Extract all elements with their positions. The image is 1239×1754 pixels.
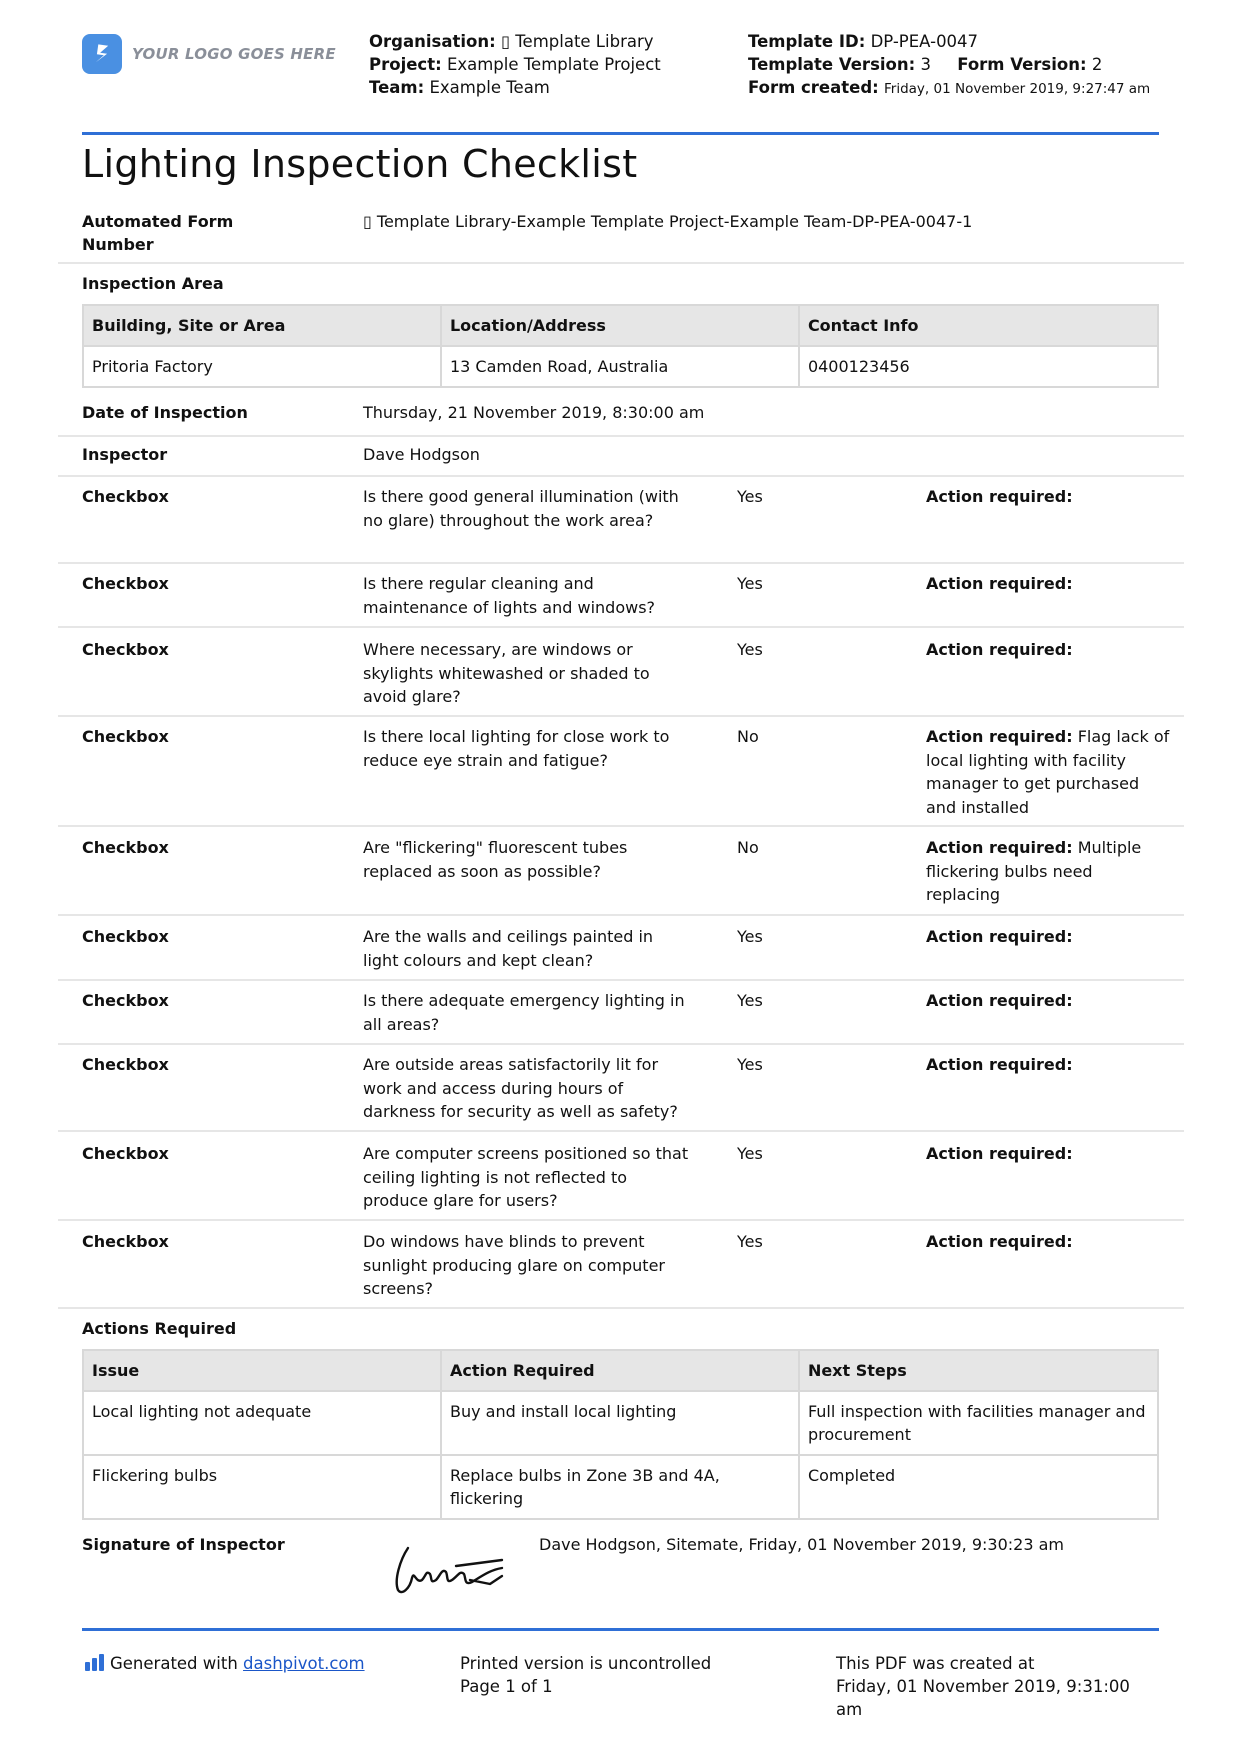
column-header: Next Steps <box>799 1350 1158 1391</box>
team-label: Team: <box>369 78 425 97</box>
organisation-label: Organisation: <box>369 32 496 51</box>
date-of-inspection-row <box>58 393 1184 437</box>
checklist-action <box>926 989 1171 1013</box>
inspector-row <box>58 435 1184 477</box>
checklist-question: Is there adequate emergency lighting in all areas? <box>363 991 685 1034</box>
checklist-answer: No <box>737 727 759 746</box>
form-created-value: Friday, 01 November 2019, 9:27:47 am <box>884 81 1151 97</box>
checklist-answer: No <box>737 838 759 857</box>
checklist-item <box>58 1142 1184 1221</box>
checklist-item-label: Checkbox <box>82 991 169 1010</box>
table-row <box>83 1391 1158 1455</box>
checklist-item <box>58 1053 1184 1132</box>
automated-form-number-label: Automated Form Number <box>82 212 234 254</box>
action-required-label: Action required: <box>926 640 1073 659</box>
template-version-value: 3 <box>920 55 931 74</box>
checklist-answer: Yes <box>737 574 763 593</box>
checklist-item <box>58 485 1184 564</box>
actions-required-table <box>82 1349 1159 1520</box>
checklist-question: Where necessary, are windows or skylights whitewashed or shaded to avoid glare? <box>363 640 650 706</box>
table-cell: 13 Camden Road, Australia <box>441 346 799 387</box>
action-required-label: Action required: <box>926 1232 1073 1251</box>
action-required-label: Action required: <box>926 927 1073 946</box>
checklist-question: Are "flickering" fluorescent tubes replaced as soon as possible? <box>363 838 628 881</box>
form-version-label: Form Version: <box>957 55 1087 74</box>
column-header: Action Required <box>441 1350 799 1391</box>
checklist-question: Are outside areas satisfactorily lit for work and access during hours of darkness for security as well as safety? <box>363 1055 678 1121</box>
checklist-action <box>926 1053 1171 1077</box>
header-organisation-block <box>369 30 661 99</box>
inspection-area-label: Inspection Area <box>82 274 224 293</box>
checklist-item <box>58 989 1184 1045</box>
table-cell: Replace bulbs in Zone 3B and 4A, flickering <box>441 1455 799 1519</box>
automated-form-number-value: ▯ Template Library-Example Template Project-Example Team-DP-PEA-0047-1 <box>363 212 973 231</box>
pdf-created-label: This PDF was created at <box>836 1654 1035 1673</box>
action-required-label: Action required: <box>926 838 1073 857</box>
column-header: Issue <box>83 1350 441 1391</box>
project-value: Example Template Project <box>446 55 661 74</box>
action-required-text: Flag lack of local lighting with facility manager to get purchased and installed <box>926 727 1170 817</box>
checklist-item-label: Checkbox <box>82 1055 169 1074</box>
form-created-label: Form created: <box>748 78 879 97</box>
checklist-answer: Yes <box>737 927 763 946</box>
printed-uncontrolled-text: Printed version is uncontrolled <box>460 1654 712 1673</box>
table-cell: Flickering bulbs <box>83 1455 441 1519</box>
checklist-item-label: Checkbox <box>82 487 169 506</box>
footer-printed <box>460 1652 711 1698</box>
checklist-action <box>926 725 1171 819</box>
checklist-action <box>926 485 1171 509</box>
checklist-item-label: Checkbox <box>82 727 169 746</box>
action-required-text: Multiple flickering bulbs need replacing <box>926 838 1142 904</box>
table-row <box>83 346 1158 387</box>
action-required-label: Action required: <box>926 1144 1073 1163</box>
action-required-label: Action required: <box>926 487 1073 506</box>
page-number-text: Page 1 of 1 <box>460 1677 553 1696</box>
checklist-action <box>926 925 1171 949</box>
inspector-label: Inspector <box>82 445 168 464</box>
dashpivot-link[interactable]: dashpivot.com <box>243 1654 365 1673</box>
column-header: Location/Address <box>441 305 799 346</box>
action-required-label: Action required: <box>926 727 1073 746</box>
table-cell: Pritoria Factory <box>83 346 441 387</box>
template-id-value: DP-PEA-0047 <box>870 32 979 51</box>
table-header-row <box>83 305 1158 346</box>
date-of-inspection-label: Date of Inspection <box>82 403 248 422</box>
checklist-item-label: Checkbox <box>82 1144 169 1163</box>
checklist-question: Is there local lighting for close work to reduce eye strain and fatigue? <box>363 727 670 770</box>
checklist-item <box>58 836 1184 916</box>
dashpivot-chart-icon <box>85 1654 104 1671</box>
checklist-answer: Yes <box>737 991 763 1010</box>
template-id-label: Template ID: <box>748 32 866 51</box>
checklist-item-label: Checkbox <box>82 640 169 659</box>
checklist-action <box>926 1142 1171 1166</box>
checklist-item <box>58 638 1184 717</box>
checklist-question: Is there regular cleaning and maintenance of lights and windows? <box>363 574 656 617</box>
table-row <box>83 1455 1158 1519</box>
generated-prefix: Generated with <box>110 1654 238 1673</box>
logo-icon <box>82 34 122 74</box>
company-logo <box>82 34 336 74</box>
footer-divider <box>82 1628 1159 1631</box>
column-header: Building, Site or Area <box>83 305 441 346</box>
checklist-item <box>58 925 1184 981</box>
checklist-answer: Yes <box>737 487 763 506</box>
checklist-question: Is there good general illumination (with no glare) throughout the work area? <box>363 487 679 530</box>
table-cell: Buy and install local lighting <box>441 1391 799 1455</box>
checklist-question: Are computer screens positioned so that ceiling lighting is not reflected to produce glare for users? <box>363 1144 689 1210</box>
checklist-item <box>58 572 1184 628</box>
organisation-value: ▯ Template Library <box>500 32 654 51</box>
form-version-value: 2 <box>1091 55 1103 74</box>
header-template-block <box>748 30 1168 101</box>
checklist-question: Do windows have blinds to prevent sunlight producing glare on computer screens? <box>363 1232 665 1298</box>
page-title: Lighting Inspection Checklist <box>82 142 638 186</box>
checklist-answer: Yes <box>737 1055 763 1074</box>
automated-form-number-row <box>58 206 1184 264</box>
checklist-item-label: Checkbox <box>82 927 169 946</box>
template-version-label: Template Version: <box>748 55 916 74</box>
actions-required-label: Actions Required <box>82 1319 237 1338</box>
action-required-label: Action required: <box>926 574 1073 593</box>
column-header: Contact Info <box>799 305 1158 346</box>
table-header-row <box>83 1350 1158 1391</box>
signature-details: Dave Hodgson, Sitemate, Friday, 01 November 2019, 9:30:23 am <box>539 1535 1064 1554</box>
checklist-action <box>926 638 1171 662</box>
header-divider <box>82 132 1159 135</box>
checklist-item-label: Checkbox <box>82 1232 169 1251</box>
checklist-item-label: Checkbox <box>82 838 169 857</box>
checklist-answer: Yes <box>737 1144 763 1163</box>
footer-generated <box>85 1652 365 1675</box>
table-cell: Local lighting not adequate <box>83 1391 441 1455</box>
logo-text: YOUR LOGO GOES HERE <box>132 45 336 63</box>
checklist-item <box>58 1230 1184 1309</box>
table-cell: Completed <box>799 1455 1158 1519</box>
checklist-answer: Yes <box>737 1232 763 1251</box>
inspector-value: Dave Hodgson <box>363 445 480 464</box>
pdf-created-date: Friday, 01 November 2019, 9:31:00 am <box>836 1677 1130 1719</box>
date-of-inspection-value: Thursday, 21 November 2019, 8:30:00 am <box>363 403 705 422</box>
checklist-action <box>926 836 1171 907</box>
checklist-item <box>58 725 1184 827</box>
checklist-action <box>926 1230 1171 1254</box>
signature-image <box>390 1540 510 1600</box>
project-label: Project: <box>369 55 442 74</box>
action-required-label: Action required: <box>926 1055 1073 1074</box>
footer-created <box>836 1652 1156 1721</box>
inspection-area-table <box>82 304 1159 388</box>
action-required-label: Action required: <box>926 991 1073 1010</box>
checklist-item-label: Checkbox <box>82 574 169 593</box>
table-cell: 0400123456 <box>799 346 1158 387</box>
checklist-question: Are the walls and ceilings painted in light colours and kept clean? <box>363 927 654 970</box>
team-value: Example Team <box>429 78 550 97</box>
checklist-answer: Yes <box>737 640 763 659</box>
checklist-action <box>926 572 1171 596</box>
table-cell: Full inspection with facilities manager and procurement <box>799 1391 1158 1455</box>
signature-label: Signature of Inspector <box>82 1535 285 1554</box>
